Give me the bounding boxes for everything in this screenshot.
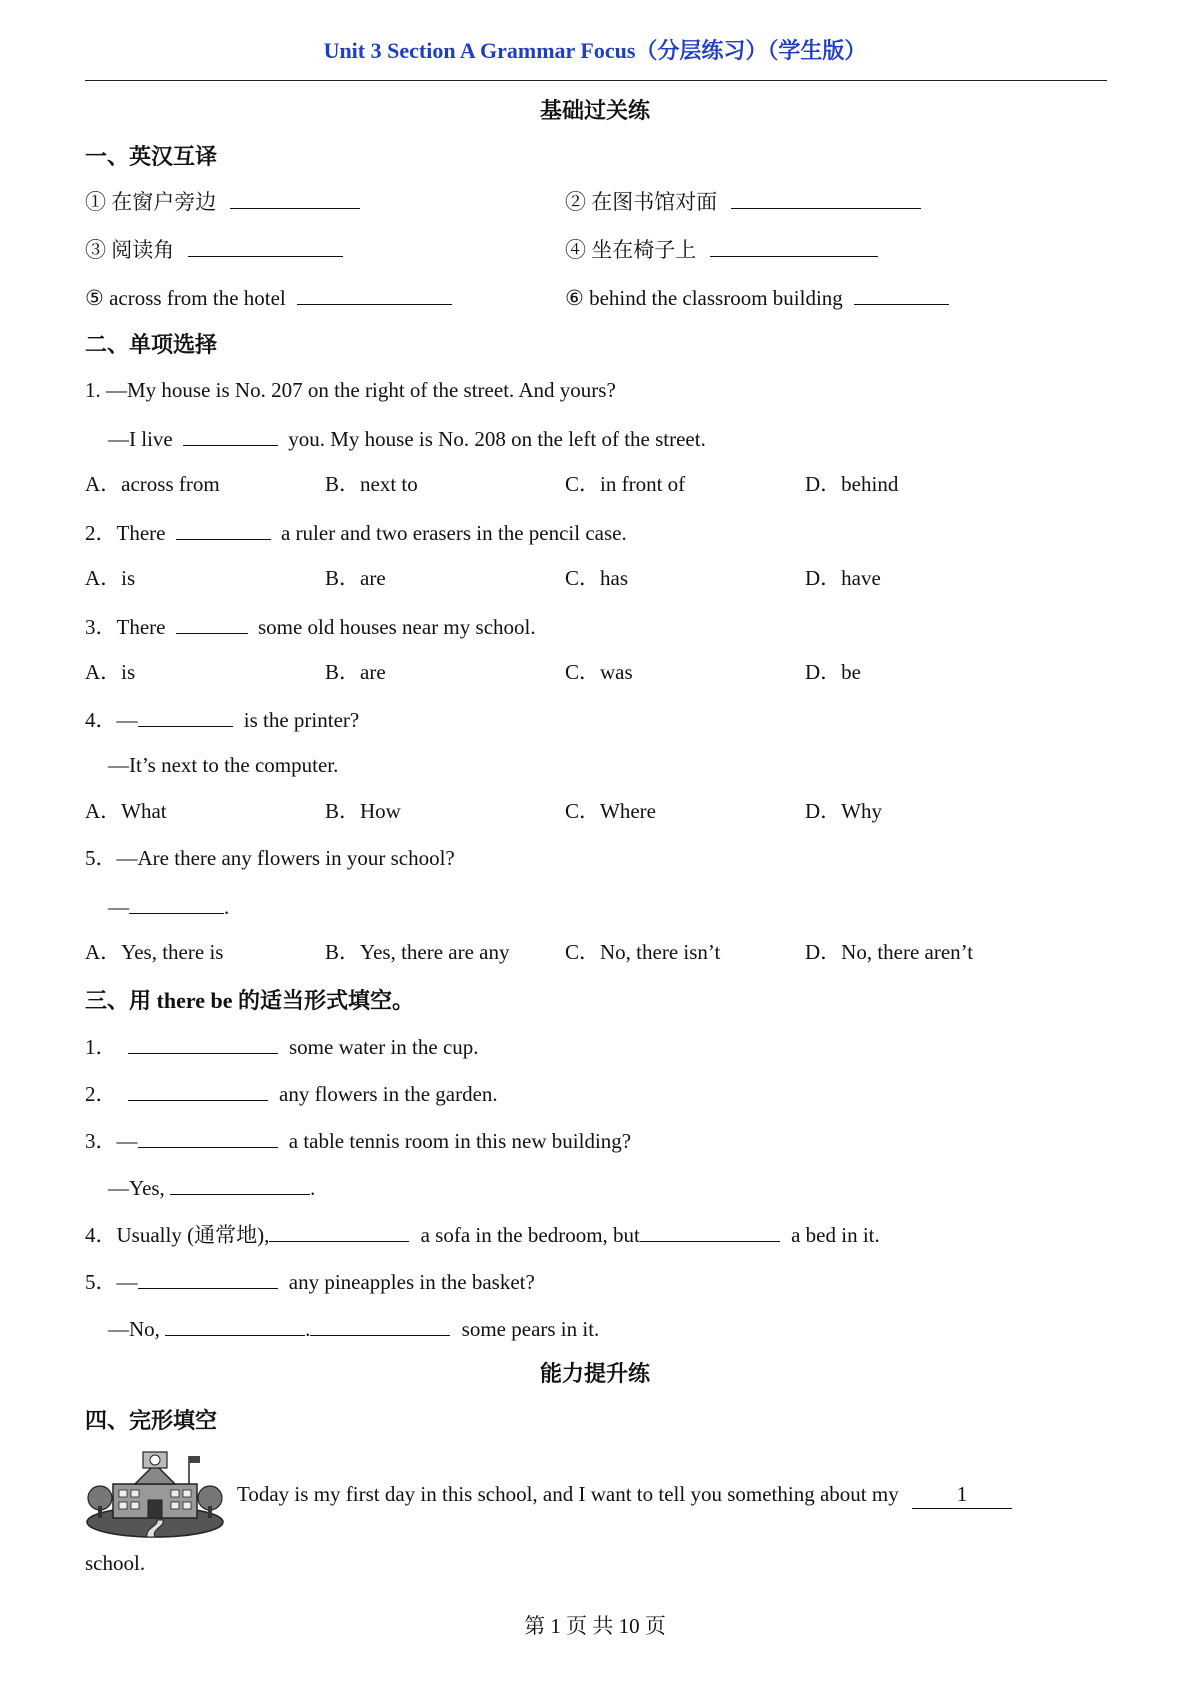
section3-heading-a: 三、用	[85, 988, 157, 1013]
q1-option-b[interactable]: B．next to	[325, 472, 418, 496]
answer-blank[interactable]	[230, 186, 360, 209]
q2-option-b[interactable]: B．are	[325, 566, 386, 590]
fill-question-5-reply-sep: .	[305, 1317, 311, 1341]
q5-option-b[interactable]: B．Yes, there are any	[325, 940, 510, 964]
answer-blank[interactable]	[640, 1219, 780, 1242]
cloze-passage-line1	[237, 1480, 1012, 1509]
fill-question-1-num: 1．	[85, 1035, 117, 1059]
fill-question-3-reply-a: —Yes,	[108, 1176, 165, 1200]
translation-item-5	[85, 282, 452, 312]
translation-item-3	[85, 234, 343, 264]
answer-blank[interactable]	[297, 282, 452, 305]
document-title: Unit 3 Section A Grammar Focus（分层练习）（学生版）	[323, 38, 867, 63]
part-basic-title: 基础过关练	[539, 98, 650, 123]
question-5-text-a: —	[108, 895, 129, 919]
answer-blank[interactable]	[269, 1219, 409, 1242]
question-2-text-b: a ruler and two erasers in the pencil case.	[280, 521, 627, 545]
translation-item-6-text: ⑥ behind the classroom building	[565, 286, 843, 310]
part-advanced-title: 能力提升练	[539, 1361, 650, 1386]
q5-option-c[interactable]: C．No, there isn’t	[565, 940, 721, 964]
section2-heading: 二、单项选择	[85, 332, 218, 357]
question-3-text-b: some old houses near my school.	[257, 615, 536, 639]
section4-heading: 四、完形填空	[85, 1408, 218, 1433]
fill-question-3-line2	[108, 1172, 315, 1202]
question-5-line2	[108, 891, 229, 921]
question-4	[85, 704, 359, 734]
q3-option-a[interactable]: A．is	[85, 660, 136, 684]
cloze-passage-text-a: Today is my first day in this school, and I want to tell you something about my	[237, 1482, 899, 1506]
q2-option-d[interactable]: D．have	[805, 566, 881, 590]
fill-question-5-reply-b: some pears in it.	[461, 1317, 600, 1341]
q4-option-c[interactable]: C．Where	[565, 799, 656, 823]
fill-question-3-text: a table tennis room in this new building?	[288, 1129, 632, 1153]
translation-item-4	[565, 234, 878, 264]
translation-item-2	[565, 186, 921, 216]
answer-blank[interactable]	[854, 282, 949, 305]
q5-option-d[interactable]: D．No, there aren’t	[805, 940, 974, 964]
header-divider	[85, 80, 1107, 81]
fill-question-5	[85, 1266, 535, 1296]
cloze-blank-1[interactable]: 1	[912, 1480, 1012, 1509]
translation-item-1-text: ① 在窗户旁边	[85, 190, 217, 214]
section3-heading-b: there be	[156, 988, 233, 1013]
fill-question-5-line2	[108, 1313, 599, 1343]
question-1-line2	[108, 423, 706, 453]
translation-item-5-text: ⑤ across from the hotel	[85, 286, 286, 310]
fill-question-3-num: 3．—	[85, 1129, 138, 1153]
answer-blank[interactable]	[731, 186, 921, 209]
question-5-line1: 5．—Are there any flowers in your school?	[85, 846, 455, 870]
answer-blank[interactable]	[310, 1313, 450, 1336]
answer-blank[interactable]	[176, 517, 271, 540]
fill-question-5-reply-a: —No,	[108, 1317, 160, 1341]
question-4-text-a: 4．—	[85, 708, 138, 732]
section3-heading	[85, 984, 414, 1015]
answer-blank[interactable]	[138, 704, 233, 727]
question-3	[85, 611, 536, 641]
fill-question-3-reply-b: .	[310, 1176, 316, 1200]
question-2-text-a: 2．There	[85, 521, 166, 545]
fill-question-2	[85, 1078, 498, 1108]
fill-question-3	[85, 1125, 631, 1155]
q4-option-b[interactable]: B．How	[325, 799, 401, 823]
question-4-line2: —It’s next to the computer.	[108, 753, 339, 777]
q1-option-a[interactable]: A．across from	[85, 472, 220, 496]
answer-blank[interactable]	[129, 891, 224, 914]
q1-option-c[interactable]: C．in front of	[565, 472, 686, 496]
q1-option-d[interactable]: D．behind	[805, 472, 899, 496]
answer-blank[interactable]	[188, 234, 343, 257]
section3-heading-c: 的适当形式填空。	[232, 988, 414, 1013]
translation-item-6	[565, 282, 949, 312]
q4-option-d[interactable]: D．Why	[805, 799, 882, 823]
answer-blank[interactable]	[138, 1266, 278, 1289]
question-4-text-b: is the printer?	[243, 708, 360, 732]
q2-option-c[interactable]: C．has	[565, 566, 628, 590]
question-1-line1: 1. —My house is No. 207 on the right of the street. And yours?	[85, 378, 616, 402]
q3-option-b[interactable]: B．are	[325, 660, 386, 684]
question-1-text-b: you. My house is No. 208 on the left of the street.	[288, 427, 706, 451]
page-footer: 第 1 页 共 10 页	[524, 1614, 666, 1638]
fill-question-1	[85, 1031, 479, 1061]
answer-blank[interactable]	[128, 1031, 278, 1054]
answer-blank[interactable]	[176, 611, 248, 634]
answer-blank[interactable]	[128, 1078, 268, 1101]
answer-blank[interactable]	[138, 1125, 278, 1148]
cloze-passage-line2: school.	[85, 1551, 146, 1575]
translation-item-4-text: ④ 坐在椅子上	[565, 238, 697, 262]
question-3-text-a: 3．There	[85, 615, 166, 639]
fill-question-4-text-b: a bed in it.	[791, 1223, 880, 1247]
q3-option-d[interactable]: D．be	[805, 660, 861, 684]
fill-question-2-text: any flowers in the garden.	[279, 1082, 498, 1106]
q4-option-a[interactable]: A．What	[85, 799, 167, 823]
fill-question-5-num: 5．—	[85, 1270, 138, 1294]
translation-item-2-text: ② 在图书馆对面	[565, 190, 718, 214]
question-1-text-a: —I live	[108, 427, 173, 451]
answer-blank[interactable]	[183, 423, 278, 446]
q5-option-a[interactable]: A．Yes, there is	[85, 940, 224, 964]
q2-option-a[interactable]: A．is	[85, 566, 136, 590]
fill-question-2-num: 2．	[85, 1082, 117, 1106]
answer-blank[interactable]	[170, 1172, 310, 1195]
fill-question-4-num: 4．Usually (通常地),	[85, 1223, 270, 1247]
answer-blank[interactable]	[710, 234, 878, 257]
school-illustration	[85, 1442, 225, 1538]
translation-item-3-text: ③ 阅读角	[85, 238, 175, 262]
question-5-text-b: .	[224, 895, 230, 919]
fill-question-4	[85, 1219, 880, 1249]
fill-question-1-text: some water in the cup.	[289, 1035, 479, 1059]
fill-question-4-text-a: a sofa in the bedroom, but	[420, 1223, 640, 1247]
section1-heading: 一、英汉互译	[85, 144, 218, 169]
fill-question-5-text: any pineapples in the basket?	[288, 1270, 535, 1294]
answer-blank[interactable]	[165, 1313, 305, 1336]
question-2	[85, 517, 627, 547]
q3-option-c[interactable]: C．was	[565, 660, 633, 684]
translation-item-1	[85, 186, 360, 216]
